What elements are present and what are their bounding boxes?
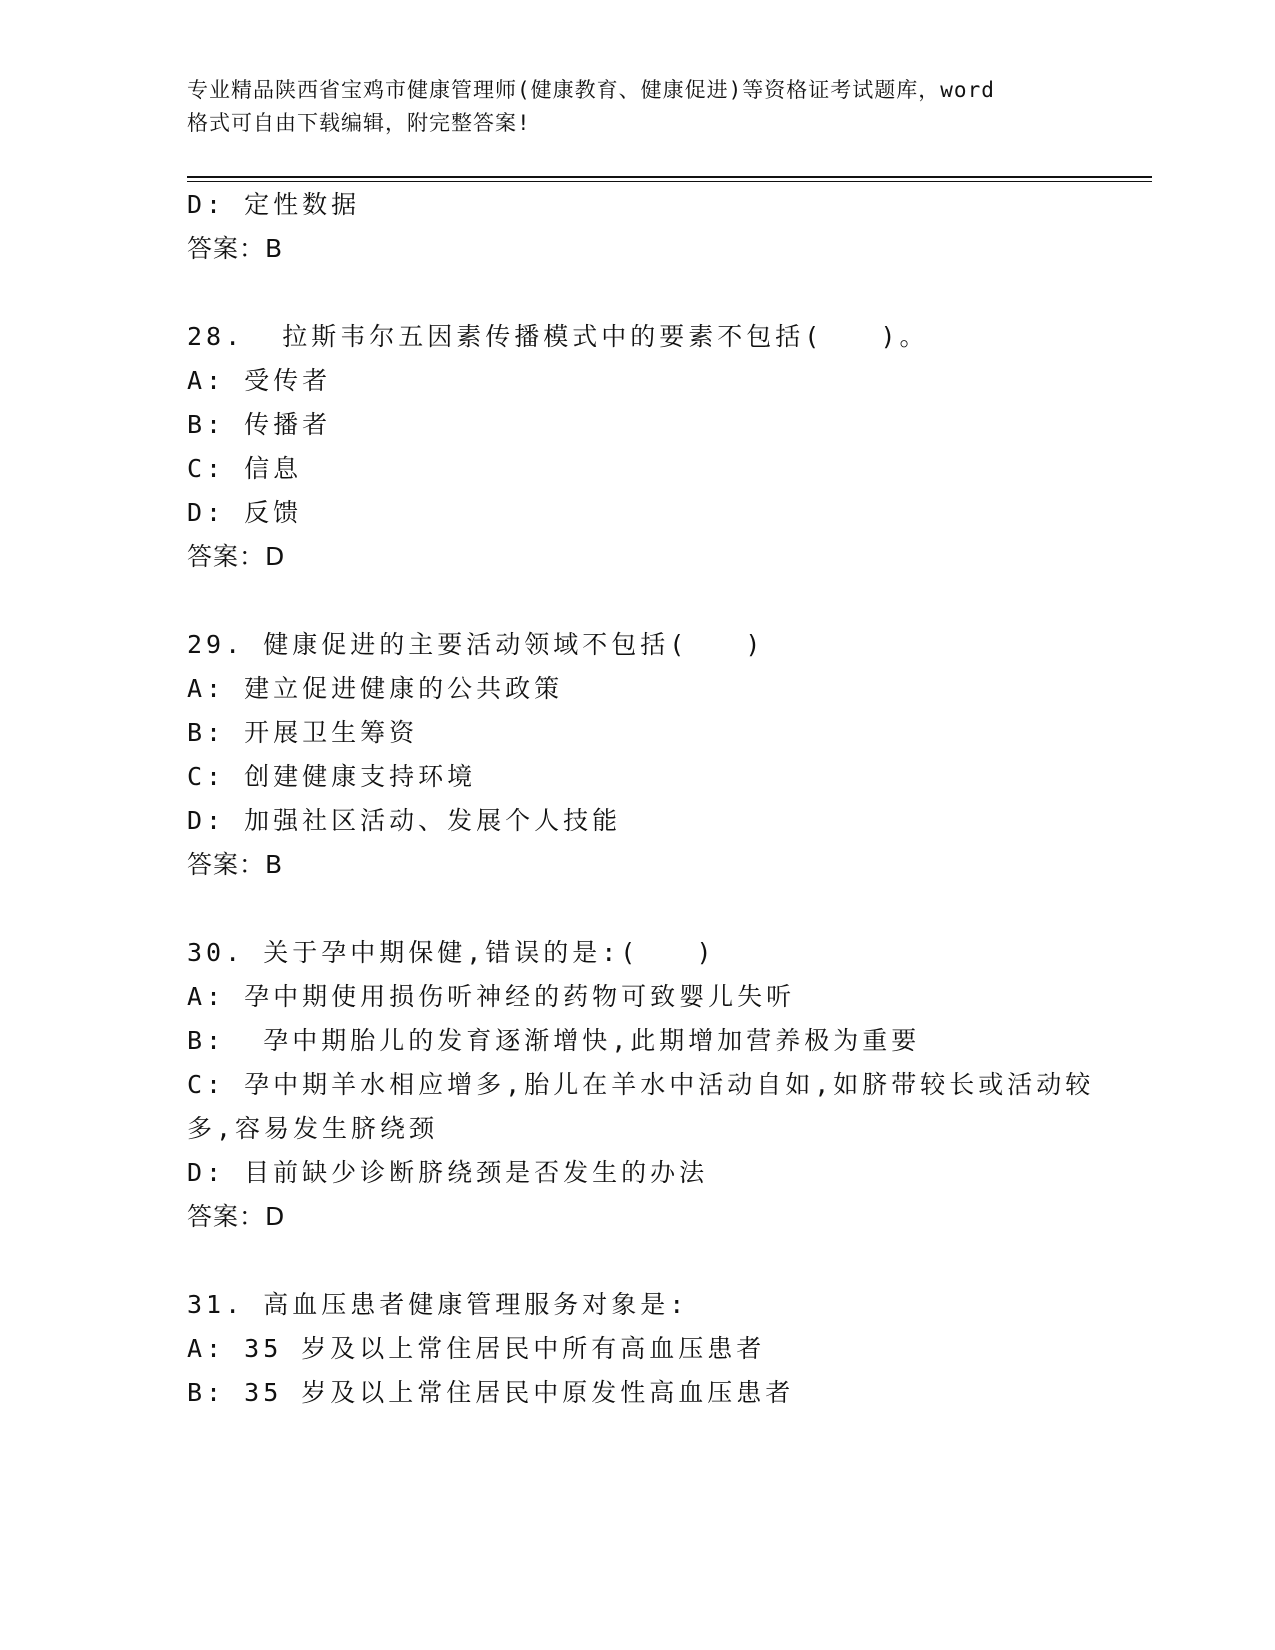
q28-option-d: D: 反馈 bbox=[187, 498, 303, 527]
q29-answer: 答案：B bbox=[187, 850, 284, 879]
prev-answer: 答案：B bbox=[187, 234, 284, 263]
q29-option-b: B: 开展卫生筹资 bbox=[187, 718, 419, 747]
prev-option-d: D: 定性数据 bbox=[187, 190, 361, 219]
q30-option-b: B: 孕中期胎儿的发育逐渐增快,此期增加营养极为重要 bbox=[187, 1026, 921, 1055]
document-header bbox=[187, 74, 1087, 140]
header-line-1: 专业精品陕西省宝鸡市健康管理师(健康教育、健康促进)等资格证考试题库，word bbox=[187, 78, 995, 102]
q28-option-c: C: 信息 bbox=[187, 454, 303, 483]
q28-option-a: A: 受传者 bbox=[187, 366, 332, 395]
header-rule-thick bbox=[187, 176, 1152, 178]
q30-option-c-line1: C: 孕中期羊水相应增多,胎儿在羊水中活动自如,如脐带较长或活动较 bbox=[187, 1070, 1095, 1099]
q30-option-d: D: 目前缺少诊断脐绕颈是否发生的办法 bbox=[187, 1158, 709, 1187]
q31-stem: 31. 高血压患者健康管理服务对象是: bbox=[187, 1290, 689, 1319]
q28-answer: 答案：D bbox=[187, 542, 286, 571]
q30-option-c-line2: 多,容易发生脐绕颈 bbox=[187, 1114, 439, 1143]
header-line-2: 格式可自由下载编辑，附完整答案! bbox=[187, 111, 531, 135]
q30-answer: 答案：D bbox=[187, 1202, 286, 1231]
header-rule-thin bbox=[187, 181, 1152, 182]
q29-stem: 29. 健康促进的主要活动领域不包括( ) bbox=[187, 630, 765, 659]
q31-option-b: B: 35 岁及以上常住居民中原发性高血压患者 bbox=[187, 1378, 795, 1407]
q28-option-b: B: 传播者 bbox=[187, 410, 332, 439]
q31-option-a: A: 35 岁及以上常住居民中所有高血压患者 bbox=[187, 1334, 766, 1363]
q29-option-c: C: 创建健康支持环境 bbox=[187, 762, 477, 791]
q28-stem: 28. 拉斯韦尔五因素传播模式中的要素不包括( )。 bbox=[187, 322, 929, 351]
q29-option-a: A: 建立促进健康的公共政策 bbox=[187, 674, 564, 703]
q30-stem: 30. 关于孕中期保健,错误的是:( ) bbox=[187, 938, 716, 967]
q29-option-d: D: 加强社区活动、发展个人技能 bbox=[187, 806, 622, 835]
q30-option-a: A: 孕中期使用损伤听神经的药物可致婴儿失听 bbox=[187, 982, 796, 1011]
